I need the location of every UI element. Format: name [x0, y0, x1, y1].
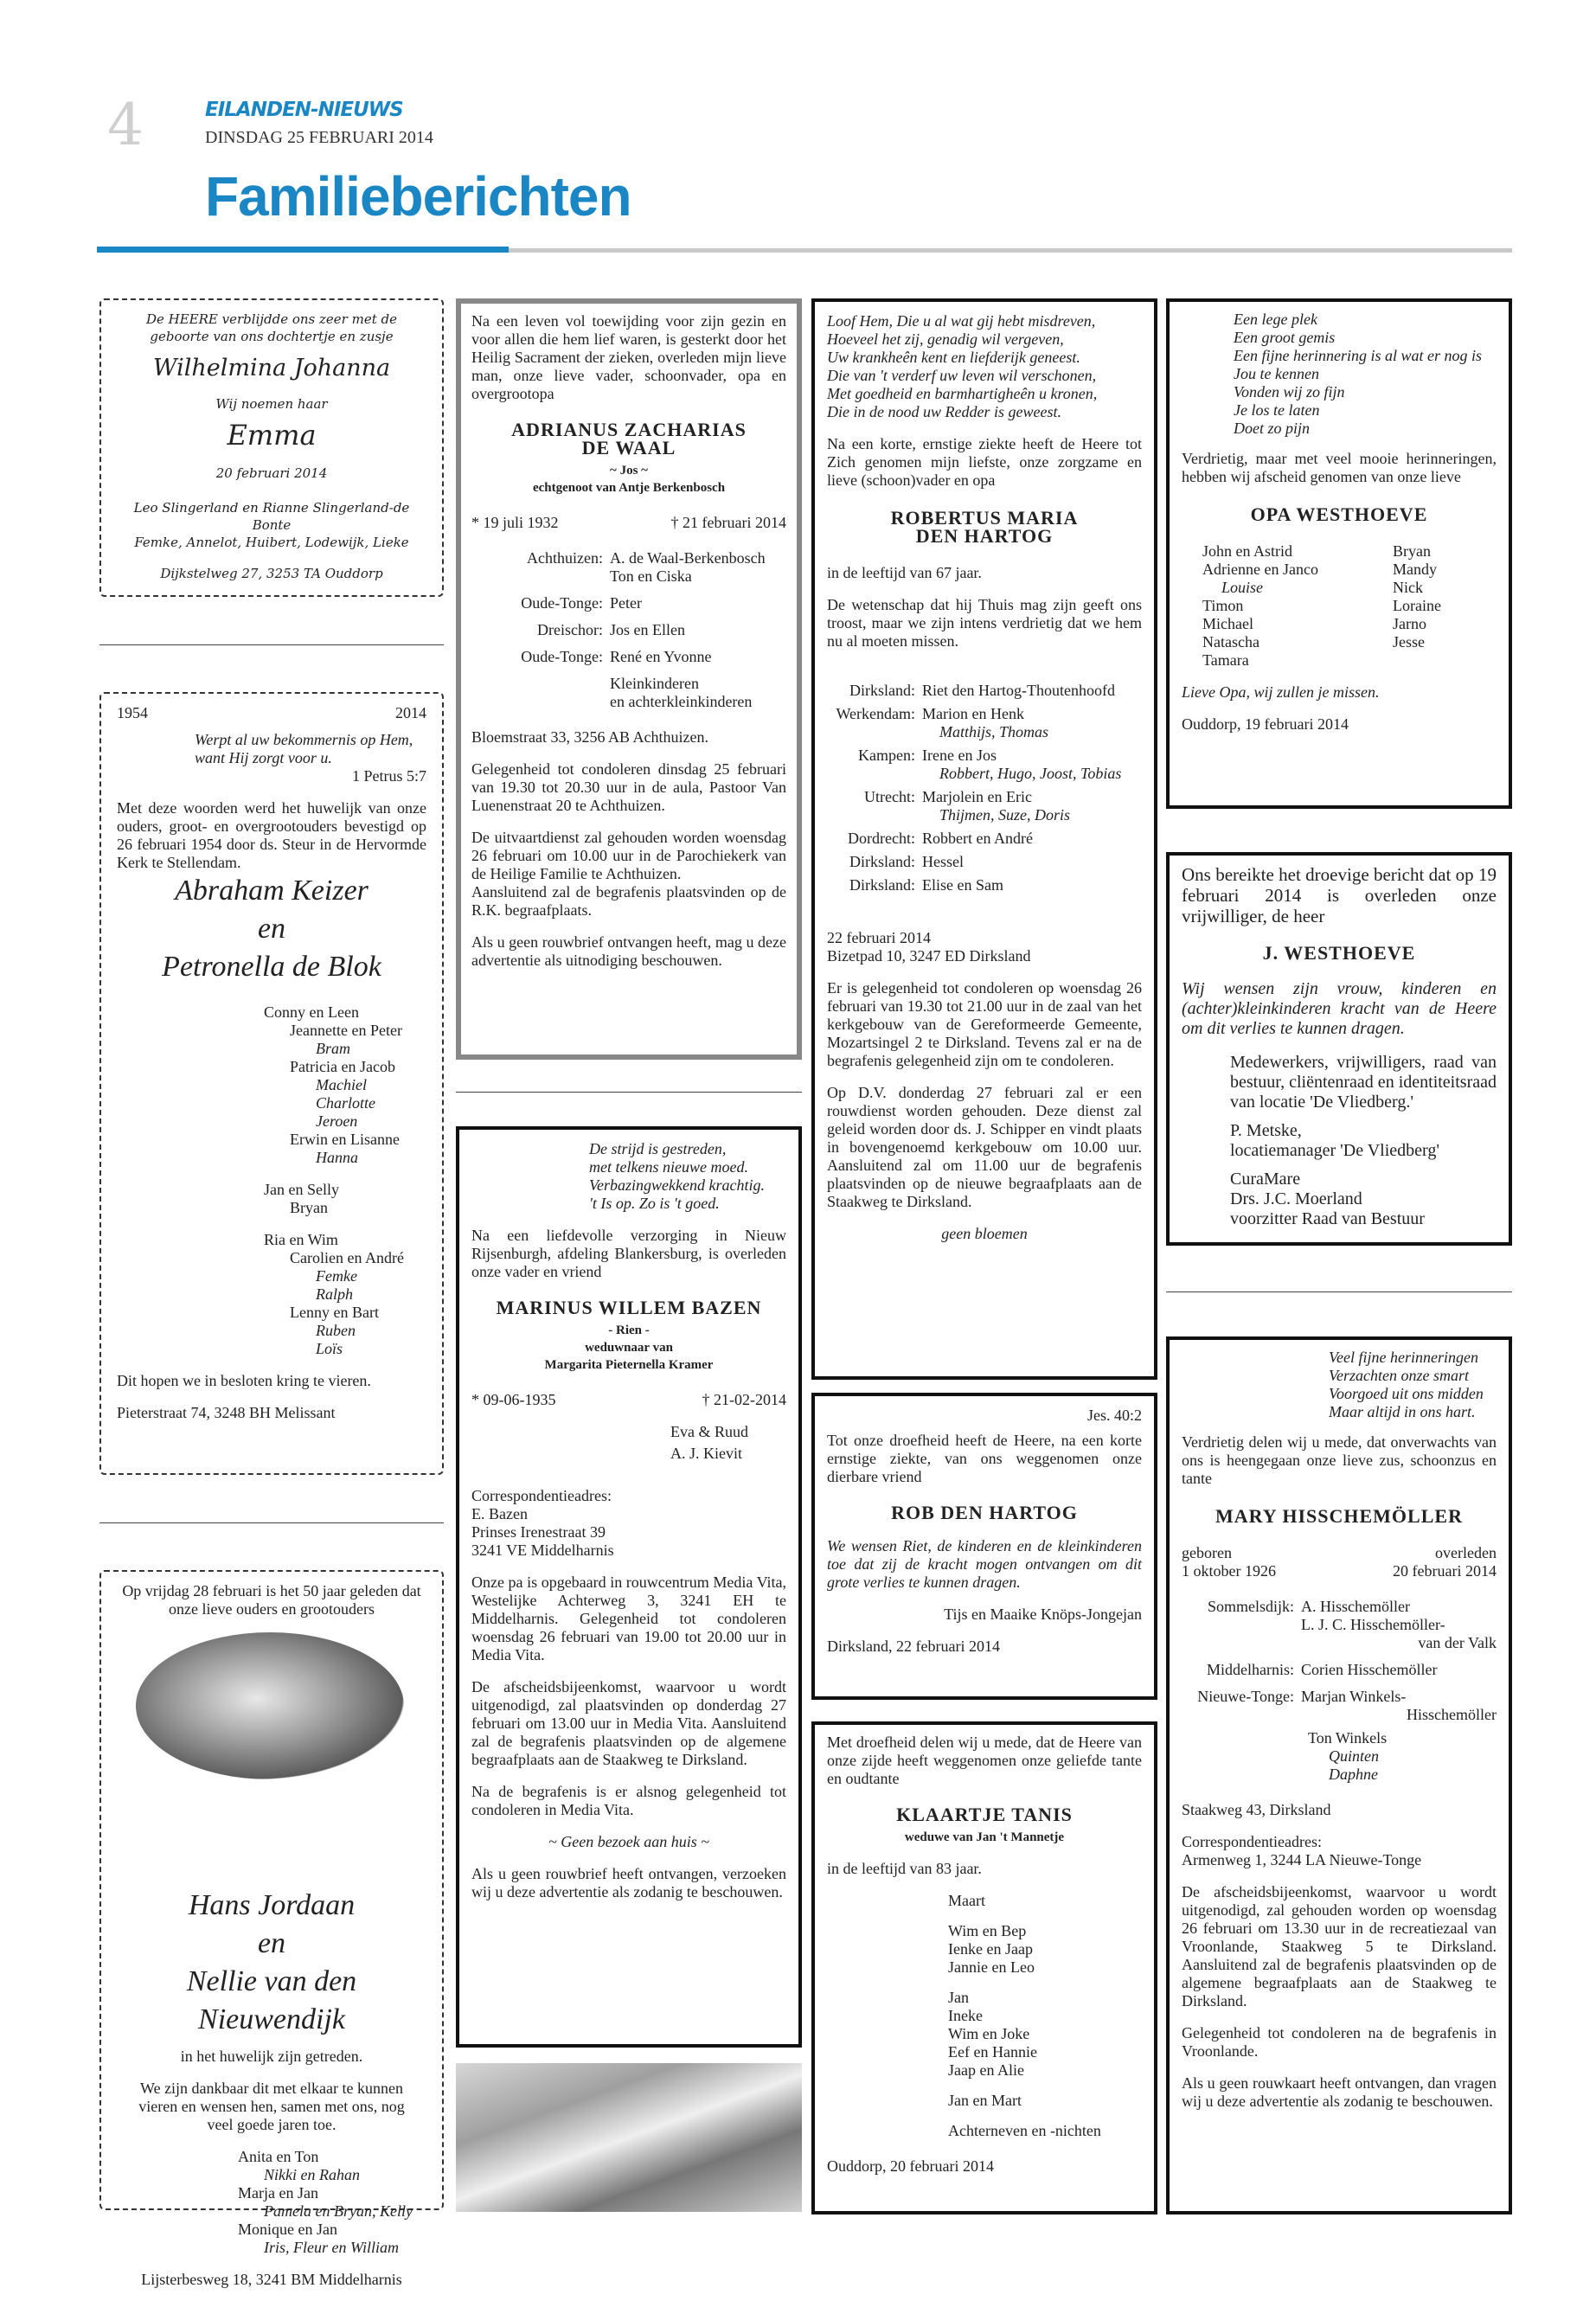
no-visit: ~ Geen bezoek aan huis ~: [548, 1833, 709, 1850]
poem-line: Die van 't verderf uw leven wil verschonen,: [827, 367, 1097, 384]
relative: Maart: [948, 1892, 985, 1909]
relatives: Riet den Hartog-Thoutenhoofd: [922, 682, 1115, 699]
jordaan-intro: Op vrijdag 28 februari is het 50 jaar geleden dat onze lieve ouders en grootouders: [122, 1582, 421, 1618]
great-grandchild: Louise: [1221, 579, 1264, 596]
relatives: Marjolein en Eric: [922, 788, 1032, 805]
denhartog-obituary: [811, 298, 1157, 1380]
nickname: ~ Jos ~: [610, 464, 648, 478]
family: Eva & Ruud: [670, 1423, 748, 1440]
birth-announcement: [99, 298, 444, 597]
born: * 09-06-1935: [471, 1391, 556, 1408]
year-start: 1954: [117, 704, 148, 721]
poem-line: Met goedheid en barmhartigheên u kronen,: [827, 385, 1098, 402]
signer: P. Metske,: [1230, 1121, 1302, 1140]
name-1: Abraham Keizer: [175, 875, 369, 907]
age: in de leeftijd van 83 jaar.: [827, 1860, 982, 1877]
born: * 19 juli 1932: [471, 514, 559, 531]
relative: Jan: [948, 1989, 969, 2006]
place: Dordrecht:: [848, 830, 915, 847]
dewaal-intro: Na een leven vol toewijding voor zijn gezin en voor allen die hem lief waren, is gesterkt door het Heilig Sacrament der zieken, overleden mijn lieve man, onze lieve vader, schoonvader, opa en overgrootopa: [471, 312, 786, 402]
issue-date: DINSDAG 25 FEBRUARI 2014: [205, 128, 433, 147]
corr-line: E. Bazen: [471, 1505, 528, 1522]
burial: Aansluitend zal de begrafenis plaatsvinden op de R.K. begraafplaats.: [471, 883, 786, 919]
relatives: Robbert en André: [922, 830, 1033, 847]
jordaan-anniversary: [99, 1570, 444, 2288]
relative: Achterneven en -nichten: [948, 2122, 1101, 2139]
poem-line: Een fijne herinnering is al wat er nog is: [1234, 347, 1482, 364]
poem-line: Die in de nood uw Redder is geweest.: [827, 403, 1061, 420]
page-number: 4: [107, 92, 144, 158]
paragraph: Er is gelegenheid tot condoleren op woensdag 26 februari van 19.30 tot 21.00 uur in de zaal van het kerkgebouw van de Gereformeerde Gemeente, Mozartsingel 2 te Dirksland. Tevens zal er na de begrafenis gelegenheid zijn om te condoleren.: [827, 979, 1142, 1069]
relatives: Peter: [610, 594, 642, 612]
relative: Wim en Joke: [948, 2025, 1030, 2042]
couple-photo: [136, 1632, 404, 1779]
died: 20 februari 2014: [1393, 1562, 1497, 1580]
intro: Verdrietig, maar met veel mooie herinneringen, hebben wij afscheid genomen van onze lieve: [1182, 450, 1497, 485]
family-line: Jeannette en Peter: [290, 1022, 402, 1039]
grandchild: Adrienne en Janco: [1202, 561, 1318, 578]
corr-line: Correspondentieadres:: [471, 1487, 612, 1504]
place: Dirksland:: [849, 853, 915, 870]
opa-westhoeve-obituary: [1166, 298, 1512, 809]
relative: Ienke en Jaap: [948, 1940, 1033, 1958]
intro: Na een korte, ernstige ziekte heeft de Heere tot Zich genomen mijn liefste, onze zorgzame en lieve (schoon)vader en opa: [827, 435, 1142, 489]
relatives: A. de Waal-Berkenbosch: [610, 549, 766, 567]
birth-address: Dijkstelweg 27, 3253 TA Ouddorp: [160, 566, 383, 581]
place: Middelharnis:: [1207, 1661, 1294, 1678]
winter-path-photo: [456, 2063, 802, 2212]
grandchild: Michael: [1202, 615, 1253, 632]
deceased-name: ADRIANUS ZACHARIAS: [511, 419, 747, 440]
divider: [456, 1092, 802, 1093]
wish: Wij wensen zijn vrouw, kinderen en (achter)kleinkinderen kracht van de Heere om dit verlies te kunnen dragen.: [1182, 979, 1497, 1038]
place: Werkendam:: [836, 705, 915, 722]
place: Dirksland:: [849, 682, 915, 699]
relatives: Kleinkinderen: [610, 675, 699, 692]
poem-line: Verzachten onze smart: [1329, 1367, 1469, 1384]
year-end: 2014: [395, 704, 426, 721]
place: Sommelsdijk:: [1207, 1598, 1294, 1615]
address: Bloemstraat 33, 3256 AB Achthuizen.: [471, 728, 708, 746]
deceased-name: MARY HISSCHEMÖLLER: [1215, 1505, 1463, 1527]
relative: Wim en Bep: [948, 1922, 1027, 1939]
birth-parents: Leo Slingerland en Rianne Slingerland-de Bonte: [133, 500, 410, 533]
relatives: en achterkleinkinderen: [610, 693, 753, 710]
condole: Gelegenheid tot condoleren dinsdag 25 februari van 19.30 tot 20.30 uur in de aula, Pastoor Van Luenenstraat 20 te Achthuizen.: [471, 760, 786, 814]
name-2: Petronella de Blok: [162, 951, 381, 983]
relatives: Hessel: [922, 853, 964, 870]
place: Achthuizen:: [527, 549, 603, 567]
family-line: Femke: [316, 1267, 357, 1285]
poem-line: Een lege plek: [1234, 311, 1317, 328]
relative: Ineke: [948, 2007, 983, 2024]
grandchild: Jesse: [1393, 633, 1425, 651]
relative: Jan en Mart: [948, 2092, 1022, 2109]
family-line: Bryan: [290, 1199, 328, 1216]
signer: Drs. J.C. Moerland: [1230, 1189, 1362, 1208]
grandchildren: Thijmen, Suze, Doris: [939, 806, 1071, 824]
dewaal-obituary: [456, 298, 802, 1060]
place: [471, 675, 610, 693]
poem-line: Een groot gemis: [1234, 329, 1336, 346]
relatives: A. Hisschemöller: [1301, 1598, 1410, 1615]
birth-nickname: Emma: [227, 419, 317, 452]
verse-line: Werpt al uw bekommernis op Hem,: [195, 731, 413, 748]
spouse: echtgenoot van Antje Berkenbosch: [532, 481, 726, 495]
relative: Jaap en Alie: [948, 2061, 1024, 2079]
intro: Tot onze droefheid heeft de Heere, na een korte ernstige ziekte, van ons weggenomen onze dierbare vriend: [827, 1432, 1142, 1485]
poem-line: Vonden wij zo fijn: [1234, 383, 1345, 401]
bazen-obituary: [456, 1126, 802, 2048]
address: Bizetpad 10, 3247 ED Dirksland: [827, 947, 1031, 965]
name-1: Hans Jordaan: [188, 1889, 356, 1921]
family: A. J. Kievit: [670, 1445, 742, 1462]
deceased-name: J. WESTHOEVE: [1262, 942, 1416, 964]
died: † 21-02-2014: [702, 1391, 786, 1408]
grandchild: Timon: [1202, 597, 1244, 614]
corr-line: 3241 VE Middelharnis: [471, 1541, 614, 1559]
signer-role: voorzitter Raad van Bestuur: [1230, 1209, 1425, 1228]
deceased-name: OPA WESTHOEVE: [1250, 503, 1428, 525]
deceased-name: ROB DEN HARTOG: [891, 1502, 1078, 1523]
family-line: Lenny en Bart: [290, 1304, 379, 1321]
family-line: Iris, Fleur en William: [264, 2239, 399, 2256]
corr-address: Armenweg 1, 3244 LA Nieuwe-Tonge: [1182, 1851, 1422, 1868]
bible-ref: Jes. 40:2: [1087, 1407, 1142, 1424]
relative: Eef en Hannie: [948, 2043, 1037, 2061]
senders: Tijs en Maaike Knöps-Jongejan: [944, 1606, 1142, 1623]
relatives: Marion en Henk: [922, 705, 1024, 722]
j-westhoeve-notice: [1166, 852, 1512, 1246]
verse-ref: 1 Petrus 5:7: [351, 767, 426, 785]
organisation: Medewerkers, vrijwilligers, raad van bestuur, cliëntenraad en identiteitsraad van locatie 'De Vliedberg.': [1230, 1053, 1497, 1112]
family-line: Jan en Selly: [264, 1181, 339, 1198]
deceased-name: DE WAAL: [581, 437, 676, 458]
paragraph: De afscheidsbijeenkomst, waarvoor u wordt uitgenodigd, zal plaatsvinden op donderdag 27 februari om 13.00 uur in Media Vita. Aansluitend zal de begrafenis plaatsvinden op de algemene begraafplaats aan de Staakweg te Dirksland.: [471, 1678, 786, 1768]
died-label: overleden: [1435, 1544, 1497, 1561]
family-line: Charlotte: [316, 1094, 376, 1112]
family-line: Pamela en Bryan, Kelly: [264, 2202, 413, 2220]
born-label: geboren: [1182, 1544, 1232, 1561]
service: De uitvaartdienst zal gehouden worden woensdag 26 februari om 10.00 uur in de Parochiekerk van de Heilige Familie te Achthuizen.: [471, 829, 786, 882]
poem-line: De strijd is gestreden,: [589, 1140, 727, 1157]
relatives: Irene en Jos: [922, 747, 997, 764]
deceased-name: MARINUS WILLEM BAZEN: [496, 1297, 762, 1318]
family-line: Bram: [316, 1040, 350, 1057]
poem-line: Loof Hem, Die u al wat gij hebt misdreven,: [827, 312, 1096, 330]
divider: [99, 1522, 444, 1523]
family-line: Conny en Leen: [264, 1003, 359, 1021]
paragraph: De wetenschap dat hij Thuis mag zijn geeft ons troost, maar we zijn intens verdrietig dat we hem nu al moeten missen.: [827, 596, 1142, 650]
place: [471, 693, 610, 711]
birth-intro: De HEERE verblijdde ons zeer met de geboorte van ons dochtertje en zusje: [145, 311, 397, 344]
family-line: Hanna: [316, 1149, 358, 1166]
rob-obituary: [811, 1393, 1157, 1700]
date: 22 februari 2014: [827, 929, 931, 946]
family-line: Erwin en Lisanne: [290, 1131, 400, 1148]
deceased-name: DEN HARTOG: [915, 525, 1054, 547]
widower: weduwnaar van: [585, 1341, 673, 1355]
signer: CuraMare: [1230, 1170, 1301, 1189]
relative: Jannie en Leo: [948, 1958, 1035, 1976]
relatives: René en Yvonne: [610, 648, 712, 665]
nickname: - Rien -: [608, 1324, 650, 1337]
relatives: Corien Hisschemöller: [1301, 1661, 1438, 1678]
intro: Ons bereikte het droevige bericht dat op 19 februari 2014 is overleden onze vrijwilliger, de heer: [1182, 864, 1497, 926]
family-line: Patricia en Jacob: [290, 1058, 395, 1075]
place: Dreischor:: [537, 621, 603, 638]
died: † 21 februari 2014: [670, 514, 786, 531]
spouse: Margarita Pieternella Kramer: [544, 1358, 714, 1372]
poem-line: 't Is op. Zo is 't goed.: [589, 1195, 720, 1212]
and: en: [257, 913, 286, 945]
place: Oude-Tonge:: [521, 594, 603, 612]
relatives: Marjan Winkels-: [1301, 1688, 1407, 1705]
place: Kampen:: [858, 747, 915, 764]
corr-label: Correspondentieadres:: [1182, 1833, 1322, 1850]
paragraph: Gelegenheid tot condoleren na de begrafenis in Vroonlande.: [1182, 2024, 1497, 2060]
grandchild: Nick: [1393, 579, 1423, 596]
newspaper-name: EILANDEN-NIEUWS: [205, 99, 403, 121]
birth-name: Wilhelmina Johanna: [152, 355, 391, 381]
note: Als u geen rouwbrief ontvangen heeft, mag u deze advertentie als uitnodiging beschouwen.: [471, 933, 786, 969]
intro: Verdrietig delen wij u mede, dat onverwachts van ons is heengegaan onze lieve zus, schoonzus en tante: [1182, 1433, 1497, 1487]
verse-line: want Hij zorgt voor u.: [195, 749, 332, 766]
poem-line: Voorgoed uit ons midden: [1329, 1385, 1484, 1402]
divider: [99, 644, 444, 645]
paragraph: De afscheidsbijeenkomst, waarvoor u wordt uitgenodigd, zal gehouden worden op woensdag 26 februari om 13.30 uur in de recreatiezaal van Vroonlande, Staakweg 5 te Dirksland. Aansluitend zal de begrafenis plaatsvinden op de algemene begraafplaats aan de Staakweg te Dirksland.: [1182, 1883, 1497, 2009]
birth-siblings: Femke, Annelot, Huibert, Lodewijk, Lieke: [134, 535, 409, 550]
bazen-intro: Na een liefdevolle verzorging in Nieuw Rijsenburgh, afdeling Blankersburg, is overleden onze vader en vriend: [471, 1227, 786, 1280]
place: Dirksland:: [849, 876, 915, 894]
relatives: van der Valk: [1418, 1634, 1497, 1651]
relatives: Elise en Sam: [922, 876, 1003, 894]
widow: weduwe van Jan 't Mannetje: [904, 1830, 1065, 1844]
place-date: Ouddorp, 20 februari 2014: [827, 2157, 994, 2175]
relatives: Jos en Ellen: [610, 621, 685, 638]
grandchild: Mandy: [1393, 561, 1437, 578]
family-line: Anita en Ton: [238, 2148, 319, 2165]
paragraph: Onze pa is opgebaard in rouwcentrum Media Vita, Westelijke Achterweg 3, 3241 EH te Middelharnis. Gelegenheid tot condoleren woensdag 26 februari van 19.00 tot 20.00 uur in Media Vita.: [471, 1574, 786, 1663]
poem-line: Verbazingwekkend krachtig.: [589, 1176, 765, 1194]
family-line: Monique en Jan: [238, 2221, 337, 2238]
relatives: Ton en Ciska: [610, 567, 692, 585]
family-line: Nikki en Rahan: [264, 2166, 360, 2183]
poem-line: Doet zo pijn: [1234, 420, 1310, 437]
family-line: Marja en Jan: [238, 2184, 318, 2202]
place: Utrecht:: [864, 788, 915, 805]
poem-line: Veel fijne herinneringen: [1329, 1349, 1478, 1366]
grandchild: Jarno: [1393, 615, 1426, 632]
married: in het huwelijk zijn getreden.: [180, 2048, 363, 2065]
paragraph: Als u geen rouwbrief heeft ontvangen, verzoeken wij u deze advertentie als zodanig te beschouwen.: [471, 1865, 786, 1900]
jordaan-address: Lijsterbesweg 18, 3241 BM Middelharnis: [141, 2271, 402, 2288]
poem-line: Hoeveel het zij, genadig wil vergeven,: [827, 330, 1064, 348]
grandchild: Bryan: [1393, 542, 1431, 560]
deceased-name: ROBERTUS MARIA: [890, 507, 1079, 529]
grandchild: Tamara: [1202, 651, 1249, 669]
relatives: Quinten: [1329, 1747, 1379, 1765]
grandchild: Natascha: [1202, 633, 1259, 651]
wish: We wensen Riet, de kinderen en de kleinkinderen toe dat zij de kracht mogen ontvangen om dit grote verlies te kunnen dragen.: [827, 1537, 1142, 1591]
address: Staakweg 43, Dirksland: [1182, 1801, 1331, 1818]
family-line: Jeroen: [316, 1112, 358, 1130]
born: 1 oktober 1926: [1182, 1562, 1276, 1580]
grandchild: Loraine: [1393, 597, 1441, 614]
keizer-address: Pieterstraat 74, 3248 BH Melissant: [117, 1404, 336, 1421]
relatives: L. J. C. Hisschemöller-: [1301, 1616, 1445, 1633]
signer-role: locatiemanager 'De Vliedberg': [1230, 1141, 1439, 1160]
family-line: Loïs: [316, 1340, 343, 1357]
place: [471, 567, 610, 586]
paragraph: Op D.V. donderdag 27 februari zal er een rouwdienst worden gehouden. Deze dienst zal geleid worden door ds. J. Schipper en vindt plaats in bovengenoemd kerkgebouw om 10.00 uur. Aansluitend zal om 11.00 uur de begrafenis plaatsvinden op de nieuwe begraafplaats aan de Staakweg te Dirksland.: [827, 1084, 1142, 1210]
mary-obituary: [1166, 1336, 1512, 2214]
place-date: Dirksland, 22 februari 2014: [827, 1638, 1000, 1655]
poem-line: Uw krankheên kent en liefderijk geneest.: [827, 349, 1080, 366]
tanis-obituary: [811, 1721, 1157, 2214]
age: in de leeftijd van 67 jaar.: [827, 564, 982, 581]
poem-line: Maar altijd in ons hart.: [1329, 1403, 1476, 1420]
deceased-name: KLAARTJE TANIS: [896, 1804, 1073, 1825]
family-line: Carolien en André: [290, 1249, 404, 1266]
header-rule-grey: [509, 248, 1512, 253]
place: Nieuwe-Tonge:: [1197, 1688, 1294, 1705]
place-date: Ouddorp, 19 februari 2014: [1182, 715, 1349, 733]
birth-date: 20 februari 2014: [215, 465, 328, 481]
thanks: We zijn dankbaar dit met elkaar te kunnen vieren en wensen hen, samen met ons, nog veel goede jaren toe.: [138, 2080, 405, 2133]
family-line: Ria en Wim: [264, 1231, 338, 1248]
relatives: Ton Winkels: [1308, 1729, 1388, 1747]
place: Oude-Tonge:: [521, 648, 603, 665]
birth-call: Wij noemen haar: [215, 396, 328, 412]
poem-line: met telkens nieuwe moed.: [589, 1158, 748, 1176]
grandchildren: Robbert, Hugo, Joost, Tobias: [939, 765, 1122, 782]
family-line: Ruben: [316, 1322, 356, 1339]
poem-line: Je los te laten: [1234, 401, 1320, 419]
and: en: [257, 1927, 286, 1959]
grandchildren: Matthijs, Thomas: [939, 723, 1049, 740]
family-line: Machiel: [316, 1076, 367, 1093]
paragraph: Als u geen rouwkaart heeft ontvangen, dan vragen wij u deze advertentie als zodanig te beschouwen.: [1182, 2074, 1497, 2110]
name-2: Nellie van den Nieuwendijk: [186, 1965, 357, 2035]
miss-line: Lieve Opa, wij zullen je missen.: [1182, 683, 1380, 701]
relatives: Hisschemöller: [1407, 1706, 1497, 1723]
relatives: Daphne: [1329, 1766, 1378, 1783]
keizer-anniversary: [99, 692, 444, 1475]
keizer-text: Met deze woorden werd het huwelijk van onze ouders, groot- en overgrootouders bevestigd op 26 februari 1954 door ds. Steur in de Hervormde Kerk te Stellendam.: [117, 799, 426, 871]
family-line: Ralph: [316, 1285, 353, 1303]
corr-line: Prinses Irenestraat 39: [471, 1523, 606, 1541]
header-rule-blue: [97, 247, 509, 253]
no-flowers: geen bloemen: [941, 1225, 1028, 1242]
keizer-hope: Dit hopen we in besloten kring te vieren.: [117, 1372, 371, 1389]
poem-line: Jou te kennen: [1234, 365, 1319, 382]
section-title: Familieberichten: [205, 165, 631, 228]
paragraph: Na de begrafenis is er alsnog gelegenheid tot condoleren in Media Vita.: [471, 1783, 786, 1818]
intro: Met droefheid delen wij u mede, dat de Heere van onze zijde heeft weggenomen onze geliefde tante en oudtante: [827, 1734, 1142, 1787]
grandchild: John en Astrid: [1202, 542, 1293, 560]
